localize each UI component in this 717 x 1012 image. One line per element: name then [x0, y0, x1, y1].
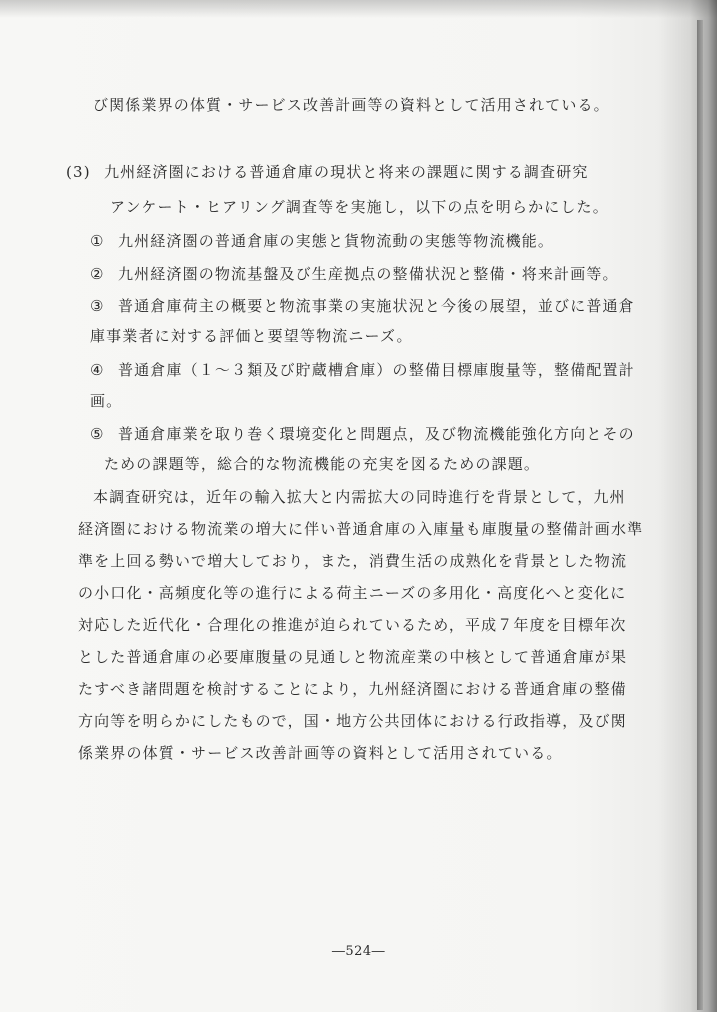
item-line: ための課題等，総合的な物流機能の充実を図るための課題。 [104, 455, 541, 473]
body-line: 経済圏における物流業の増大に伴い普通倉庫の入庫量も庫腹量の整備計画水準 [78, 520, 644, 538]
body-line: たすべき諸問題を検討することにより，九州経済圏における普通倉庫の整備 [78, 680, 627, 698]
item-marker: ② [90, 265, 105, 283]
section-title: 九州経済圏における普通倉庫の現状と将来の課題に関する調査研究 [104, 163, 589, 181]
continuation-line: び関係業界の体質・サービス改善計画等の資料として活用されている。 [93, 96, 610, 114]
item-marker: ⑤ [90, 425, 105, 443]
section-number: (3) [66, 163, 91, 181]
item-line: 九州経済圏の物流基盤及び生産拠点の整備状況と整備・将来計画等。 [118, 265, 619, 283]
body-line: 方向等を明らかにしたもので，国・地方公共団体における行政指導，及び関 [78, 712, 627, 730]
item-marker: ③ [90, 297, 105, 315]
item-line: 九州経済圏の普通倉庫の実態と貨物流動の実態等物流機能。 [118, 232, 555, 250]
body-line: 準を上回る勢いで増大しており，また，消費生活の成熟化を背景とした物流 [78, 552, 628, 570]
body-line: 本調査研究は，近年の輸入拡大と内需拡大の同時進行を背景として，九州 [93, 488, 626, 506]
item-line: 普通倉庫業を取り巻く環境変化と問題点，及び物流機能強化方向とその [118, 425, 635, 443]
item-marker: ① [90, 232, 105, 250]
item-line: 画。 [90, 392, 123, 410]
scan-top-shadow [0, 0, 717, 18]
book-binding-shadow [657, 0, 717, 1012]
item-line: 普通倉庫（１～３類及び貯蔵槽倉庫）の整備目標庫腹量等，整備配置計 [118, 361, 635, 379]
body-line: とした普通倉庫の必要庫腹量の見通しと物流産業の中核として普通倉庫が果 [78, 648, 628, 666]
item-line: 普通倉庫荷主の概要と物流事業の実施状況と今後の展望，並びに普通倉 [118, 297, 635, 315]
binding-edge-line [697, 20, 703, 1010]
section-intro: アンケート・ヒアリング調査等を実施し，以下の点を明らかにした。 [110, 198, 609, 216]
item-line: 庫事業者に対する評価と要望等物流ニーズ。 [90, 327, 413, 345]
body-line: 対応した近代化・合理化の推進が迫られているため，平成７年度を目標年次 [78, 616, 627, 634]
body-line: の小口化・高頻度化等の進行による荷主ニーズの多用化・高度化へと変化に [78, 584, 627, 602]
body-line: 係業界の体質・サービス改善計画等の資料として活用されている。 [78, 744, 563, 762]
item-marker: ④ [90, 361, 105, 379]
page-number: ―524― [331, 944, 386, 959]
